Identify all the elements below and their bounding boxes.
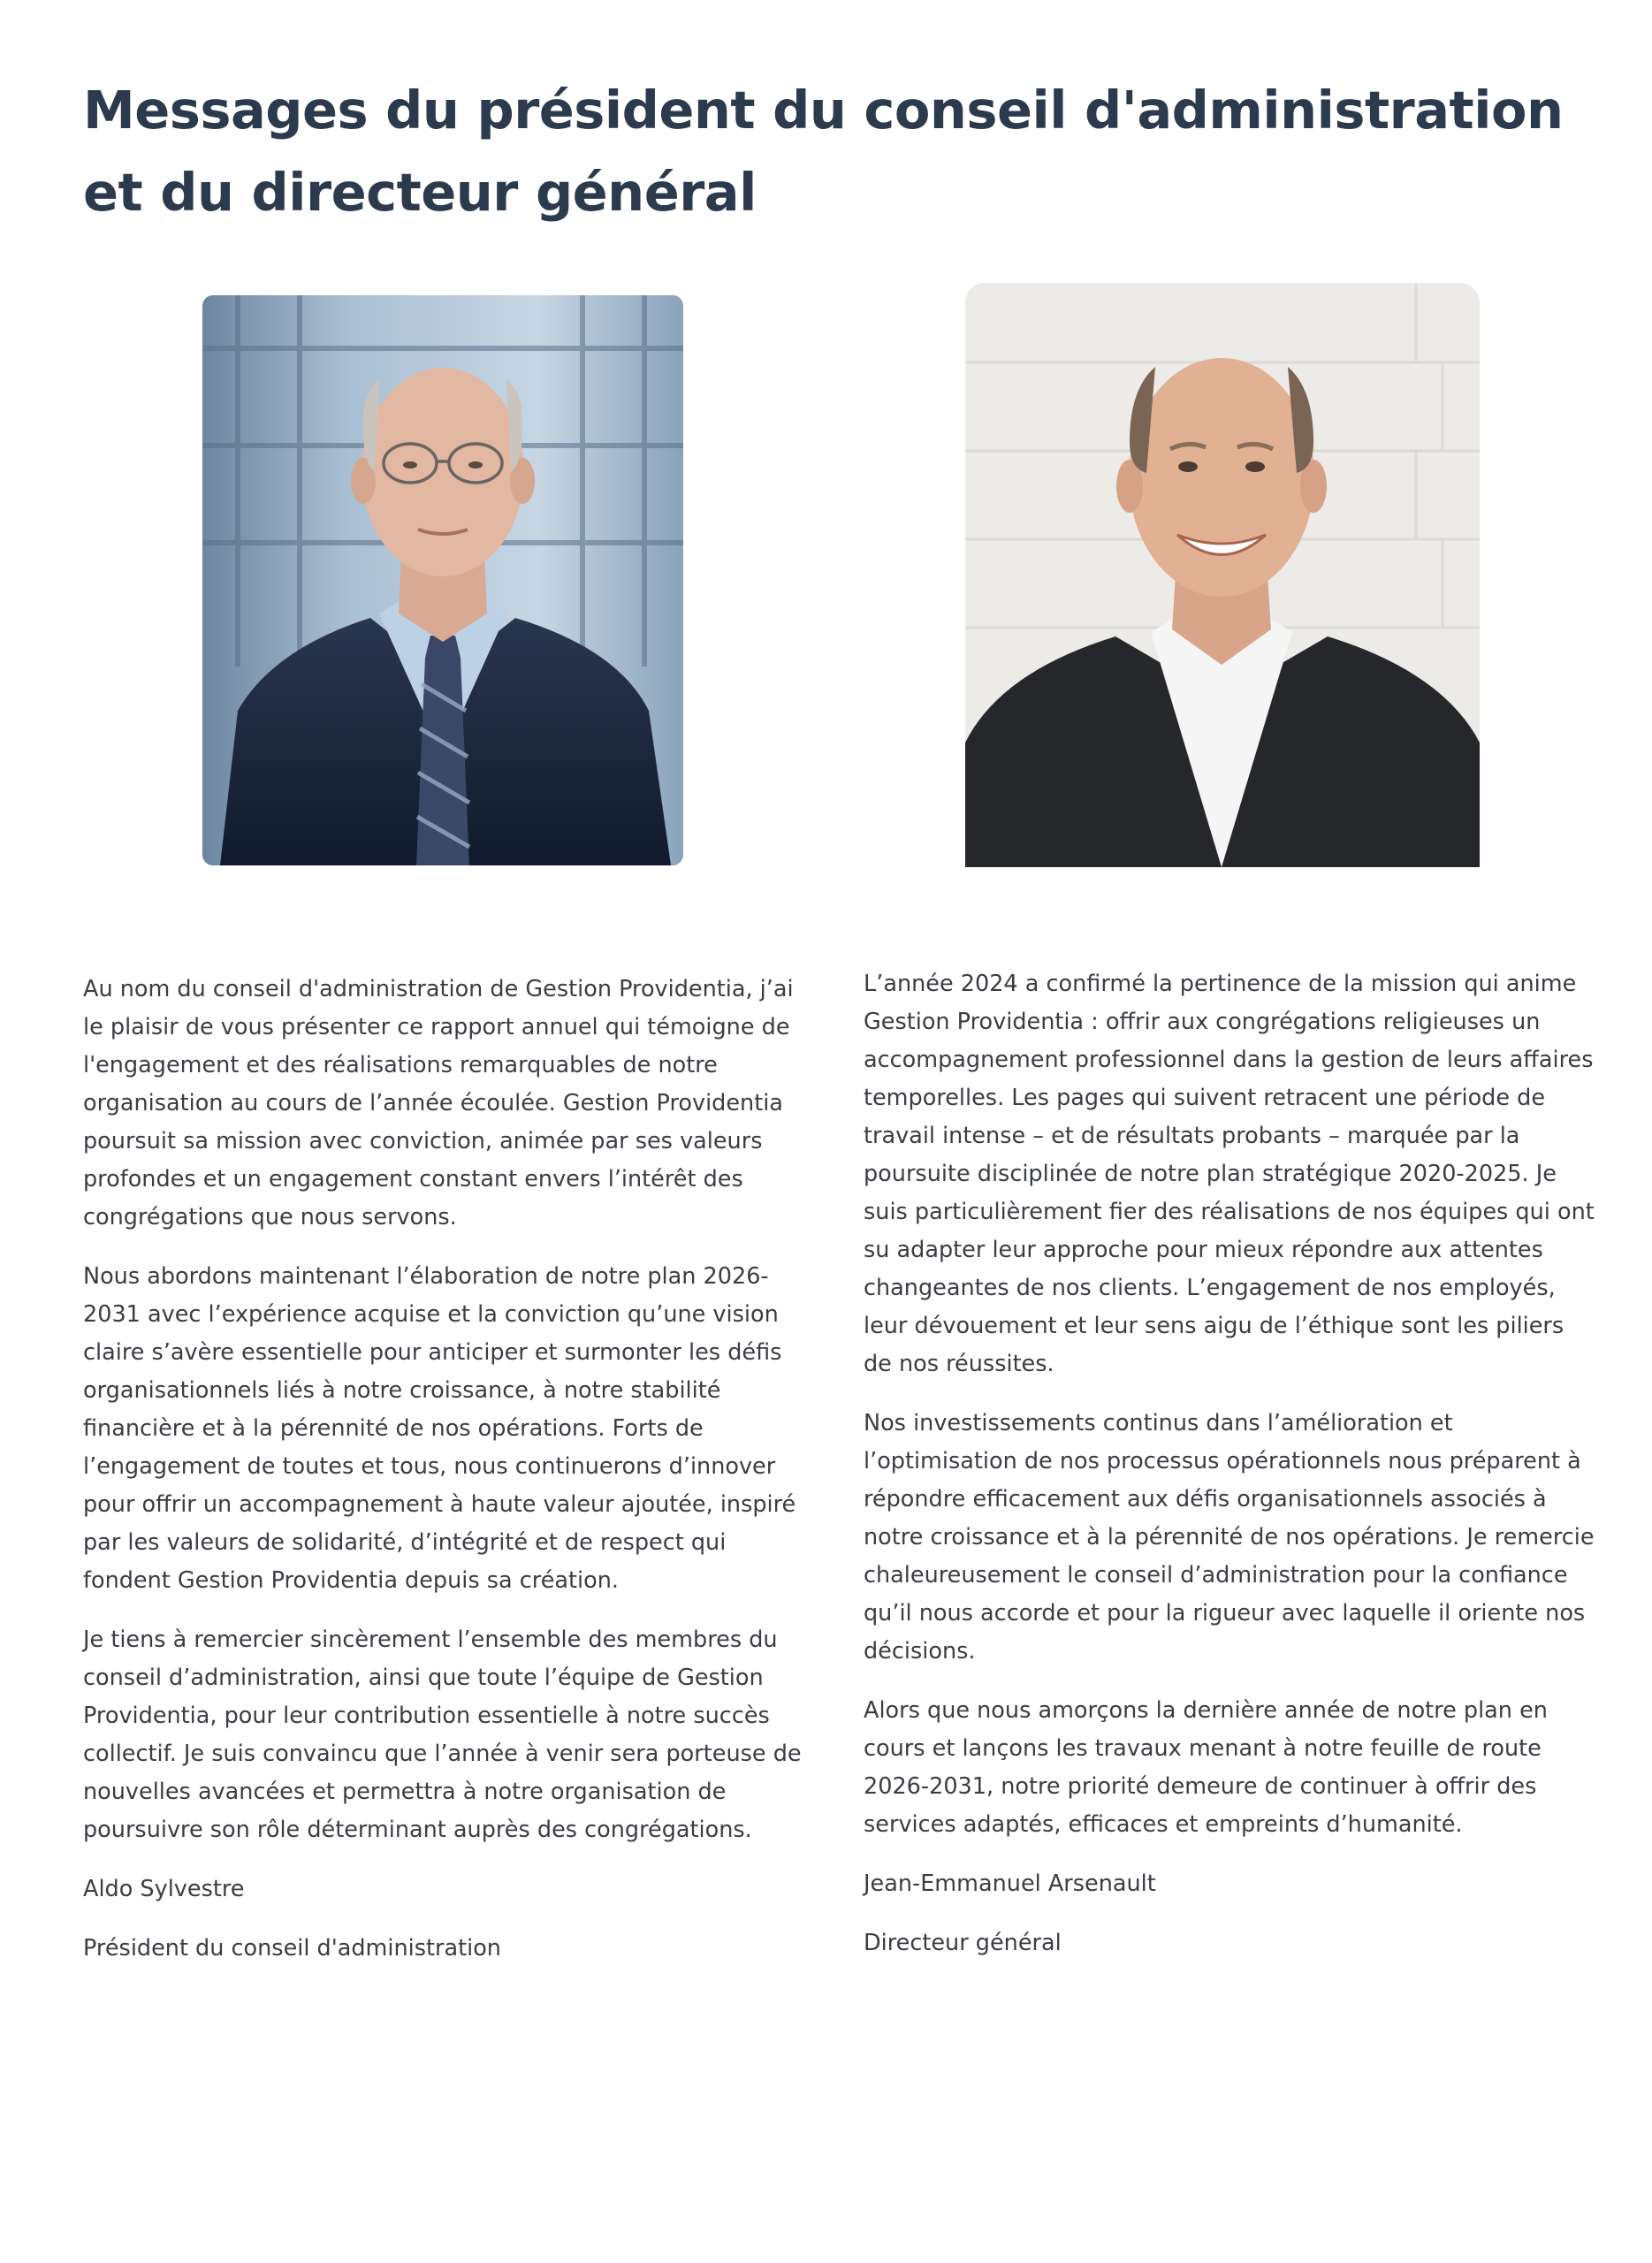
director-paragraph: L’année 2024 a confirmé la pertinence de la mission qui anime Gestion Providentia : offrir aux congrégations religieuses un accompagnement professionnel dans la gestion de leurs affaires temporelles. Les pages qui suivent retracent une période de travail intense – et de résultats probants – marquée par la poursuite disciplinée de notre plan stratégique 2020-2025. Je suis particulièrement fier des réalisations de nos équipes qui ont su adapter leur approche pour mieux répondre aux attentes changeantes de nos clients. L’engagement de nos employés, leur dévouement et leur sens aigu de l’éthique sont les piliers de nos réussites. bbox=[864, 971, 1595, 1377]
president-paragraph: Nous abordons maintenant l’élaboration de notre plan 2026-2031 avec l’expérience acquise et la conviction qu’une vision claire s’avère essentielle pour anticiper et surmonter les défis organisationnels liés à notre croissance, à notre stabilité financière et à la pérennité de nos opérations. Forts de l’engagement de toutes et tous, nous continuerons d’innover pour offrir un accompagnement à haute valeur ajoutée, inspiré par les valeurs de solidarité, d’intégrité et de respect qui fondent Gestion Providentia depuis sa création. bbox=[83, 1263, 796, 1594]
director-paragraph: Nos investissements continus dans l’amélioration et l’optimisation de nos processus opérationnels nous préparent à répondre efficacement aux défis organisationnels associés à notre croissance et à la pérennité de nos opérations. Je remercie chaleureusement le conseil d’administration pour la confiance qu’il nous accorde et pour la rigueur avec laquelle il oriente nos décisions. bbox=[864, 1410, 1595, 1665]
president-message bbox=[83, 971, 817, 1968]
director-paragraph: Alors que nous amorçons la dernière année de notre plan en cours et lançons les travaux menant à notre feuille de route 2026-2031, notre priorité demeure de continuer à offrir des services adaptés, efficaces et empreints d’humanité. bbox=[864, 1697, 1548, 1838]
director-signature-name: Jean-Emmanuel Arsenault bbox=[864, 1871, 1156, 1897]
president-portrait-photo bbox=[202, 295, 683, 865]
president-signature-name: Aldo Sylvestre bbox=[83, 1876, 245, 1902]
president-signature-title: Président du conseil d'administration bbox=[83, 1935, 501, 1962]
president-paragraph: Je tiens à remercier sincèrement l’ensemble des membres du conseil d’administration, ainsi que toute l’équipe de Gestion Providentia, pour leur contribution essentielle à notre succès collectif. Je suis convaincu que l’année à venir sera porteuse de nouvelles avancées et permettra à notre organisation de poursuivre son rôle déterminant auprès des congrégations. bbox=[83, 1627, 802, 1843]
director-portrait-photo bbox=[965, 283, 1480, 867]
director-message bbox=[864, 965, 1597, 1962]
page-title: Messages du président du conseil d'administration et du directeur général bbox=[83, 80, 1564, 223]
director-signature-title: Directeur général bbox=[864, 1930, 1062, 1956]
president-paragraph: Au nom du conseil d'administration de Gestion Providentia, j’ai le plaisir de vous présenter ce rapport annuel qui témoigne de l'engagement et des réalisations remarquables de notre organisation au cours de l’année écoulée. Gestion Providentia poursuit sa mission avec conviction, animée par ses valeurs profondes et un engagement constant envers l’intérêt des congrégations que nous servons. bbox=[83, 976, 794, 1231]
